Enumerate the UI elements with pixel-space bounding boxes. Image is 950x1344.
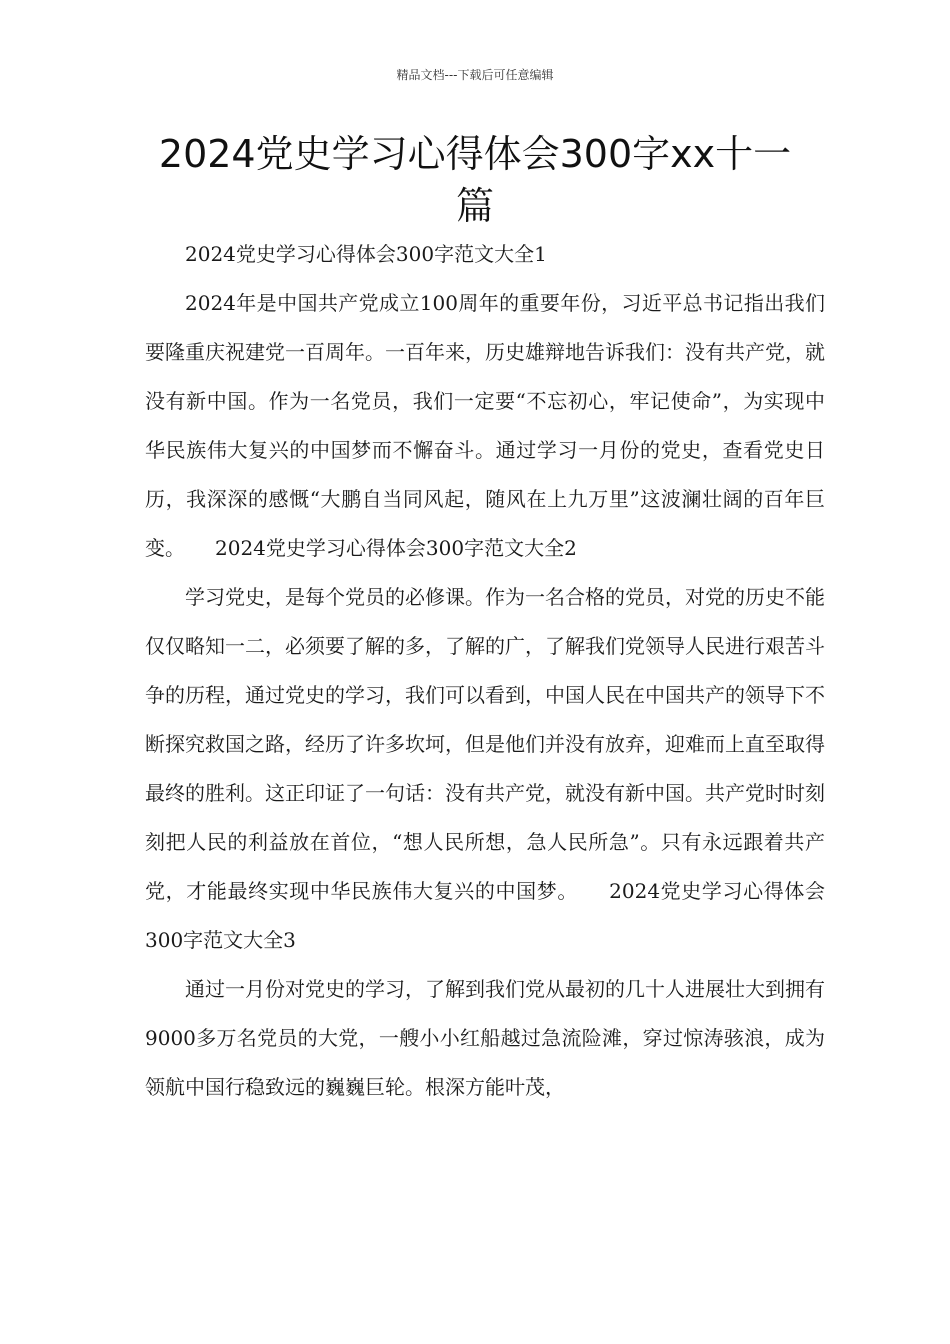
section-heading-1: 2024党史学习心得体会300字范文大全1 [185,242,547,266]
document-title: 2024党史学习心得体会300字xx十一篇 [158,132,792,228]
body-paragraph: 2024年是中国共产党成立100周年的重要年份，习近平总书记指出我们要隆重庆祝建党一百周年。一百年来，历史雄辩地告诉我们：没有共产党，就没有新中国。作为一名党员，我们一定要“不忘初心，牢记使命”，为实现中华民族伟大复兴的中国梦而不懈奋斗。通过学习一月份的党史，查看党史日历，我深深的感慨“大鹏自当同风起，随风在上九万里”这波澜壮阔的百年巨变。 2024党史学习心得体会300字范文大全2 [145,291,825,560]
body-paragraph: 通过一月份对党史的学习，了解到我们党从最初的几十人进展壮大到拥有9000多万名党员的大党，一艘小小红船越过急流险滩，穿过惊涛骇浪，成为领航中国行稳致远的巍巍巨轮。根深方能叶茂， [145,977,825,1099]
body-paragraph: 学习党史，是每个党员的必修课。作为一名合格的党员，对党的历史不能仅仅略知一二，必须要了解的多，了解的广，了解我们党领导人民进行艰苦斗争的历程，通过党史的学习，我们可以看到，中国人民在中国共产的领导下不断探究救国之路，经历了许多坎坷，但是他们并没有放弃，迎难而上直至取得最终的胜利。这正印证了一句话：没有共产党，就没有新中国。共产党时时刻刻把人民的利益放在首位，“想人民所想，急人民所急”。只有永远跟着共产党，才能最终实现中华民族伟大复兴的中国梦。 2024党史学习心得体会300字范文大全3 [145,585,825,952]
document-body [145,230,825,1112]
header-note: 精品文档---下载后可任意编辑 [396,68,554,82]
